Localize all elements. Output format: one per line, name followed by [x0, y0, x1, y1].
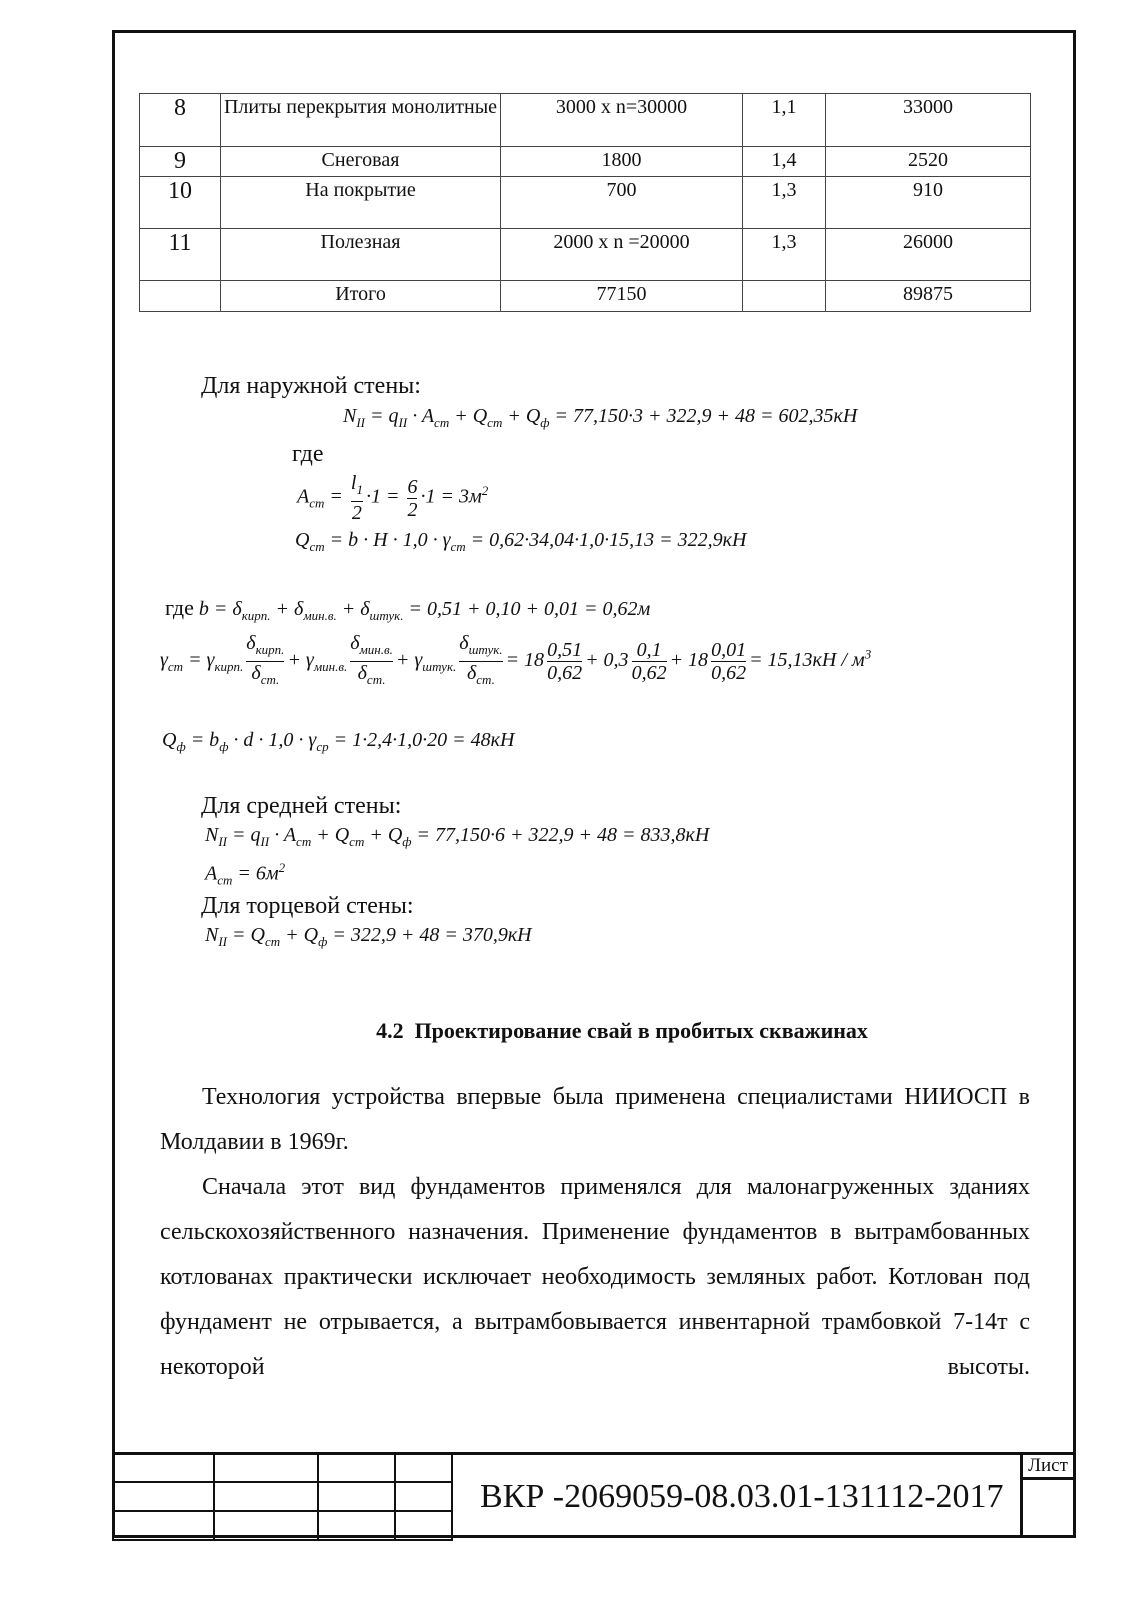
formula-area: $A_{ст}$ = $\frac{l_1}{2}$ ·1 = $\frac{6}{2}$ $\cdot 1 = 3м^2$	[297, 472, 489, 524]
formula-end-wall: $N_{II} = Q_{ст} + Q_ф = 322,9 + 48 = 370,9кН$	[205, 924, 532, 949]
formula-unit-weight: $\gamma_{ст} = \gamma_{кирп.}$ $\frac{\delta_{кирп.}}{\delta_{ст.}}$ + $\gamma_{мин.в.}$ $\frac{\delta_{мин.в.}}{\delta_{ст.}}$ + $\gamma_{штук.}$ $\frac{\delta_{штук.}}{\delta_{ст.}}$ = 18 $\frac{0,51}{0,62}$ + 0,3 $\frac{0,1}{0,62}$ + 18 $\frac{0,01}{0,62}$ = $15,13кН / м^3$	[160, 632, 872, 687]
table-row	[140, 229, 1031, 281]
row-number: 9	[140, 147, 221, 177]
normative-load: 2000 х n =20000	[501, 229, 743, 281]
title-block-row	[113, 1511, 452, 1540]
title-block-top-rule	[112, 1452, 1076, 1455]
sheet-label: Лист	[1020, 1455, 1076, 1480]
reliability-coefficient	[743, 281, 826, 312]
reliability-coefficient: 1,3	[743, 229, 826, 281]
formula-wall-weight: $Q_{ст} = b \cdot H \cdot 1,0 \cdot \gamma_{ст} = 0,62\cdot 34,04\cdot 1,0\cdot 15,13 = 322,9кН$	[295, 529, 747, 554]
load-name: Снеговая	[221, 147, 501, 177]
reliability-coefficient: 1,4	[743, 147, 826, 177]
section-title: Проектирование свай в пробитых скважинах	[414, 1018, 868, 1043]
table-row-total	[140, 281, 1031, 312]
load-name: На покрытие	[221, 177, 501, 229]
row-number: 8	[140, 94, 221, 147]
formula-outer-wall: $N_{II} = q_{II} \cdot A_{ст} + Q_{ст} + Q_ф = 77,150\cdot 3 + 322,9 + 48 = 602,35кН$	[343, 405, 858, 430]
formula-middle-wall: $N_{II} = q_{II} \cdot A_{ст} + Q_{ст} + Q_ф = 77,150\cdot 6 + 322,9 + 48 = 833,8кН$	[205, 824, 710, 849]
design-load: 910	[826, 177, 1031, 229]
design-load: 89875	[826, 281, 1031, 312]
design-load: 33000	[826, 94, 1031, 147]
section-heading	[0, 1018, 1132, 1044]
document-code: ВКР -2069059-08.03.01-131112-2017	[480, 1478, 1004, 1515]
normative-load: 700	[501, 177, 743, 229]
paragraph-1: Технология устройства впервые была применена специалистами НИИОСП в Молдавии в 1969г.	[160, 1084, 1030, 1155]
where-label: где	[292, 441, 324, 467]
formula-wall-thickness: где $b = \delta_{кирп.} + \delta_{мин.в.} + \delta_{штук.} = 0,51 + 0,10 + 0,01 = 0,62м$	[165, 595, 651, 623]
row-number: 11	[140, 229, 221, 281]
load-name: Полезная	[221, 229, 501, 281]
normative-load: 1800	[501, 147, 743, 177]
table-row	[140, 147, 1031, 177]
row-number	[140, 281, 221, 312]
middle-wall-title: Для средней стены:	[201, 793, 402, 819]
loads-table	[139, 93, 1031, 312]
reliability-coefficient: 1,1	[743, 94, 826, 147]
row-number: 10	[140, 177, 221, 229]
reliability-coefficient: 1,3	[743, 177, 826, 229]
title-block-grid	[112, 1452, 453, 1541]
formula-foundation-weight: $Q_ф = b_ф \cdot d \cdot 1,0 \cdot \gamma_{ср} = 1\cdot 2,4\cdot 1,0\cdot 20 = 48кН$	[162, 729, 515, 754]
table-row	[140, 177, 1031, 229]
outer-wall-title: Для наружной стены:	[201, 373, 421, 399]
load-name: Плиты перекрытия монолитные	[221, 94, 501, 147]
design-load: 26000	[826, 229, 1031, 281]
paragraph-2: Сначала этот вид фундаментов применялся для малонагруженных зданиях сельскохозяйственного назначения. Применение фундаментов в вытрамбованных котлованах практически исключает необходимость земляных работ. Котлован под фундамент не отрывается, а вытрамбовывается инвентарной трамбовкой 7-14т с некоторой высоты.	[160, 1174, 1030, 1380]
design-load: 2520	[826, 147, 1031, 177]
formula-middle-area: $A_{ст} = 6м^2$	[205, 860, 286, 888]
end-wall-title: Для торцевой стены:	[201, 893, 414, 919]
section-number: 4.2	[376, 1018, 404, 1043]
normative-load: 3000 х n=30000	[501, 94, 743, 147]
table-row	[140, 94, 1031, 147]
normative-load: 77150	[501, 281, 743, 312]
load-name: Итого	[221, 281, 501, 312]
title-block-row	[113, 1482, 452, 1511]
title-block-row	[113, 1453, 452, 1482]
